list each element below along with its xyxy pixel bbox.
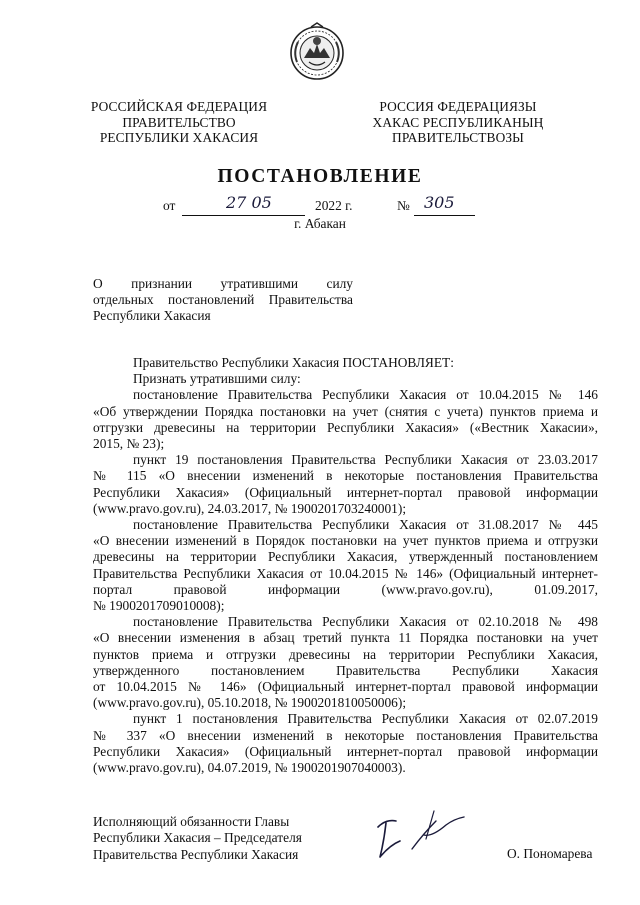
- body-line: (www.pravo.gov.ru), 04.07.2019, № 1900201907040003).: [93, 760, 406, 776]
- header-left-line: РОССИЙСКАЯ ФЕДЕРАЦИЯ: [90, 99, 268, 114]
- body-line: «О внесении изменения в абзац третий пункта 11 Порядка постановки на учет: [93, 630, 598, 646]
- emblem-icon: [287, 22, 347, 82]
- subject-line: отдельных постановлений Правительства: [93, 292, 353, 308]
- body-line: пункт 1 постановления Правительства Республики Хакасия от 02.07.2019: [133, 711, 598, 727]
- body-line: № 115 «О внесении изменений в некоторые постановления Правительства: [93, 468, 598, 484]
- body-line: Республики Хакасия» (Официальный интернет-портал правовой информации: [93, 743, 598, 759]
- subject-heading: [93, 276, 353, 325]
- header-right-line: ПРАВИТЕЛЬСТВОЗЫ: [392, 130, 524, 145]
- body-line: древесины на территории Республики Хакасия, утвержденный постановлением: [93, 549, 598, 565]
- document-body: [93, 355, 598, 776]
- body-line: 2015, № 23);: [93, 436, 165, 452]
- city-label: г. Абакан: [294, 216, 346, 231]
- header-left-line: РЕСПУБЛИКИ ХАКАСИЯ: [99, 130, 259, 145]
- number-handwritten: 305: [424, 193, 455, 212]
- body-line: постановление Правительства Республики Хакасия от 31.08.2017 № 445: [133, 517, 598, 533]
- body-line: портал правовой информации (www.pravo.gov.ru), 01.09.2017,: [93, 581, 598, 597]
- header-right-line: ХАКАС РЕСПУБЛИКАНЫҢ: [372, 114, 544, 130]
- position-line: Правительства Республики Хакасия: [93, 846, 299, 862]
- body-line: Признать утратившими силу:: [133, 371, 301, 387]
- body-line: Республики Хакасия» (Официальный интернет-портал правовой информации: [93, 484, 598, 500]
- body-line: № 1900201709010008);: [93, 598, 225, 614]
- position-line: Исполняющий обязанности Главы: [93, 814, 290, 829]
- subject-line: О признании утратившими силу: [93, 276, 353, 291]
- header-right-khakas: [360, 99, 556, 146]
- document-title: ПОСТАНОВЛЕНИЕ: [217, 166, 423, 187]
- number-sign: №: [397, 198, 410, 213]
- body-line: № 337 «О внесении изменений в некоторые постановления Правительства: [93, 727, 598, 743]
- signature-position: [93, 814, 302, 863]
- body-line: Правительство Республики Хакасия ПОСТАНОВЛЯЕТ:: [133, 355, 454, 370]
- body-line: отгрузки древесины на территории Республики Хакасия» («Вестник Хакасии»,: [93, 419, 598, 435]
- signer-name: О. Пономарева: [507, 846, 593, 861]
- body-line: (www.pravo.gov.ru), 05.10.2018, № 1900201810050006);: [93, 695, 407, 711]
- body-line: постановление Правительства Республики Хакасия от 10.04.2015 № 146: [133, 387, 598, 403]
- header-left-line: ПРАВИТЕЛЬСТВО: [122, 114, 236, 130]
- body-line: утвержденного постановлением Правительства Республики Хакасия: [93, 662, 598, 678]
- header-left-russian: [80, 99, 278, 146]
- position-line: Республики Хакасия – Председателя: [93, 830, 302, 846]
- coat-of-arms-emblem: [287, 22, 347, 82]
- body-line: пунктов приема и отгрузки древесины на территории Республики Хакасия,: [93, 646, 598, 662]
- body-line: «О внесении изменений в Порядок постановки на учет пунктов приема и отгрузки: [93, 533, 598, 549]
- body-line: от 10.04.2015 № 146» (Официальный интернет-портал правовой информации: [93, 679, 598, 695]
- date-from-label: от: [163, 198, 176, 213]
- body-line: постановление Правительства Республики Хакасия от 02.10.2018 № 498: [133, 614, 598, 630]
- body-line: пункт 19 постановления Правительства Республики Хакасия от 23.03.2017: [133, 452, 598, 468]
- body-line: «Об утверждении Порядка постановки на учет (снятия с учета) пунктов приема и: [93, 403, 598, 419]
- body-line: Правительства Республики Хакасия от 10.04.2015 № 146» (Официальный интернет-: [93, 565, 598, 581]
- date-number-line: [0, 193, 640, 218]
- handwritten-signature: [372, 805, 472, 865]
- date-handwritten: 27 05: [226, 193, 272, 212]
- body-line: (www.pravo.gov.ru), 24.03.2017, № 1900201703240001);: [93, 500, 407, 516]
- signature-icon: [372, 805, 472, 865]
- year-label: 2022 г.: [315, 198, 353, 213]
- header-right-line: РОССИЯ ФЕДЕРАЦИЯЗЫ: [379, 99, 537, 114]
- subject-line: Республики Хакасия: [93, 308, 211, 324]
